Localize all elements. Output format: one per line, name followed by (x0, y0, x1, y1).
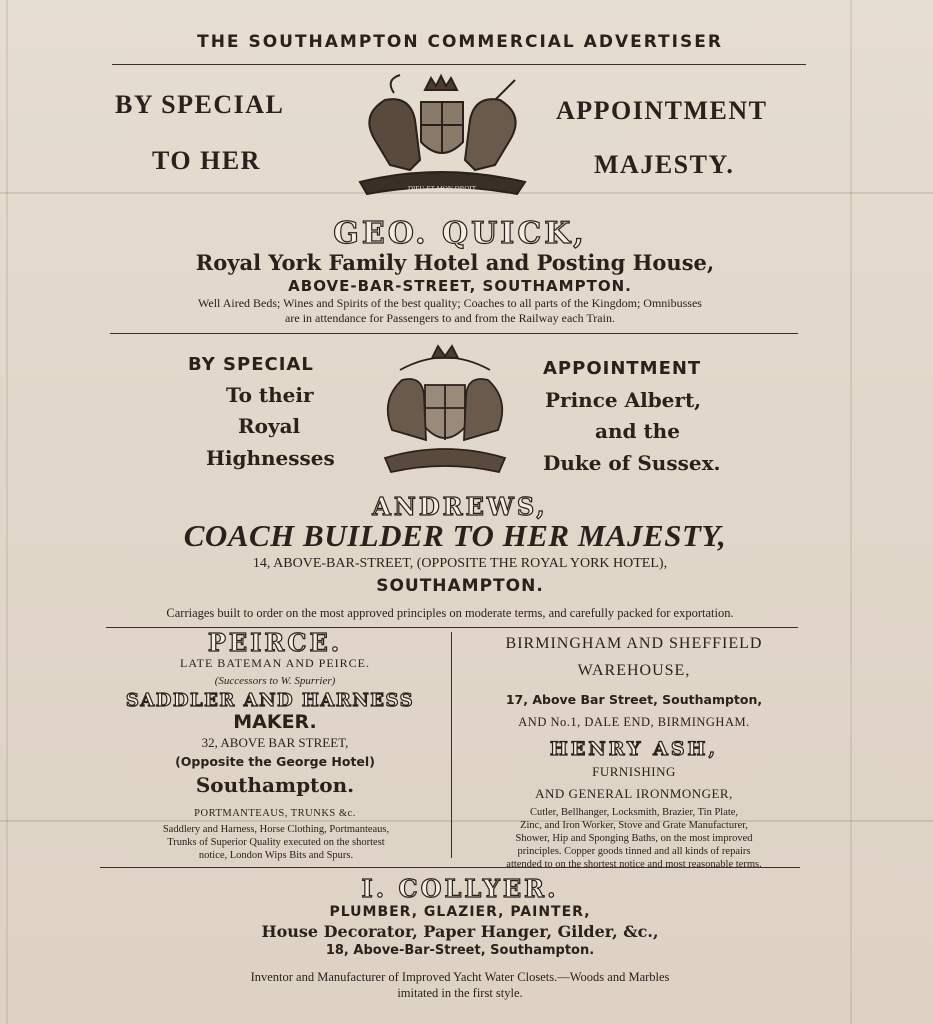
saddler-goods: PORTMANTEAUS, TRUNKS &c. (194, 808, 356, 819)
by-special-text: BY SPECIAL (188, 354, 314, 375)
appointment-text: APPOINTMENT (543, 358, 702, 379)
crest-motto: DIEU ET MON DROIT (407, 185, 477, 193)
saddler-description: Trunks of Superior Quality executed on the shortest (167, 837, 385, 848)
saddler-address: 32, ABOVE BAR STREET, (201, 735, 349, 750)
hotel-owner-name: GEO. QUICK, (333, 216, 587, 251)
hotel-address: ABOVE-BAR-STREET, SOUTHAMPTON. (288, 277, 632, 295)
ironmonger-name: HENRY ASH, (549, 738, 719, 760)
ironmonger-description: principles. Copper goods tinned and all kinds of repairs (517, 846, 751, 857)
and-the-text: and the (595, 419, 680, 443)
to-their-text: To their (226, 383, 314, 407)
duke-of-sussex-text: Duke of Sussex. (543, 451, 721, 475)
highnesses-text: Highnesses (206, 446, 335, 470)
section-rule (110, 333, 798, 334)
column-divider (451, 632, 452, 858)
royal-coat-of-arms-icon (345, 70, 540, 205)
saddler-late-text: LATE BATEMAN AND PEIRCE. (179, 656, 370, 670)
coachbuilder-name: ANDREWS, (372, 492, 548, 521)
ironmonger-furnishing: FURNISHING (592, 764, 676, 779)
publication-title: THE SOUTHAMPTON COMMERCIAL ADVERTISER (197, 32, 723, 52)
to-her-text: TO HER (152, 146, 261, 175)
ironmonger-description: Shower, Hip and Sponging Baths, on the most improved (515, 833, 753, 844)
ironmonger-description: Zinc, and Iron Worker, Stove and Grate Manufacturer, (520, 820, 748, 831)
warehouse-heading: BIRMINGHAM AND SHEFFIELD (505, 635, 763, 652)
royal-text: Royal (238, 414, 301, 438)
appointment-text: APPOINTMENT (556, 96, 768, 125)
saddler-successors: (Successors to W. Spurrier) (214, 675, 336, 687)
plumber-description: imitated in the first style. (397, 986, 523, 1000)
fold-line (850, 0, 852, 1024)
plumber-name: I. COLLYER. (361, 874, 559, 903)
prince-coat-of-arms-icon (370, 340, 520, 485)
coachbuilder-town: SOUTHAMPTON. (376, 576, 544, 596)
coachbuilder-address: 14, ABOVE-BAR-STREET, (OPPOSITE THE ROYAL YORK HOTEL), (252, 556, 668, 571)
warehouse-heading-2: WAREHOUSE, (577, 662, 691, 679)
plumber-address: 18, Above-Bar-Street, Southampton. (325, 943, 595, 958)
by-special-text: BY SPECIAL (115, 90, 285, 119)
ironmonger-description: attended to on the shortest notice and most reasonable terms. (506, 859, 762, 870)
prince-albert-text: Prince Albert, (545, 388, 702, 412)
ironmonger-description: Cutler, Bellhanger, Locksmith, Brazier, Tin Plate, (529, 807, 739, 818)
saddler-trade-maker: MAKER. (233, 711, 317, 733)
saddler-town: Southampton. (195, 773, 355, 797)
warehouse-address: 17, Above Bar Street, Southampton, (505, 692, 763, 707)
hotel-name: Royal York Family Hotel and Posting House, (195, 250, 715, 275)
coachbuilder-title: COACH BUILDER TO HER MAJESTY, (183, 518, 727, 553)
saddler-description: Saddlery and Harness, Horse Clothing, Portmanteaus, (162, 824, 390, 835)
saddler-opposite: (Opposite the George Hotel) (175, 754, 375, 769)
plumber-description: Inventor and Manufacturer of Improved Yacht Water Closets.—Woods and Marbles (250, 970, 670, 984)
plumber-trade: PLUMBER, GLAZIER, PAINTER, (329, 904, 591, 920)
hotel-description: are in attendance for Passengers to and from the Railway each Train. (285, 311, 615, 325)
ironmonger-trade: AND GENERAL IRONMONGER, (535, 786, 733, 801)
plumber-trade-2: House Decorator, Paper Hanger, Gilder, &c., (261, 922, 659, 941)
warehouse-address-2: AND No.1, DALE END, BIRMINGHAM. (518, 715, 750, 729)
fold-line (6, 0, 8, 1024)
coachbuilder-description: Carriages built to order on the most approved principles on moderate terms, and carefully packed for exportation. (166, 606, 734, 620)
saddler-name: PEIRCE. (207, 628, 343, 657)
saddler-trade: SADDLER AND HARNESS (125, 690, 415, 711)
section-rule (100, 867, 800, 868)
saddler-description: notice, London Wips Bits and Spurs. (198, 850, 354, 861)
hotel-description: Well Aired Beds; Wines and Spirits of the best quality; Coaches to all parts of the Kingdom; Omnibusses (198, 296, 702, 310)
header-rule (112, 64, 806, 65)
majesty-text: MAJESTY. (594, 150, 735, 179)
